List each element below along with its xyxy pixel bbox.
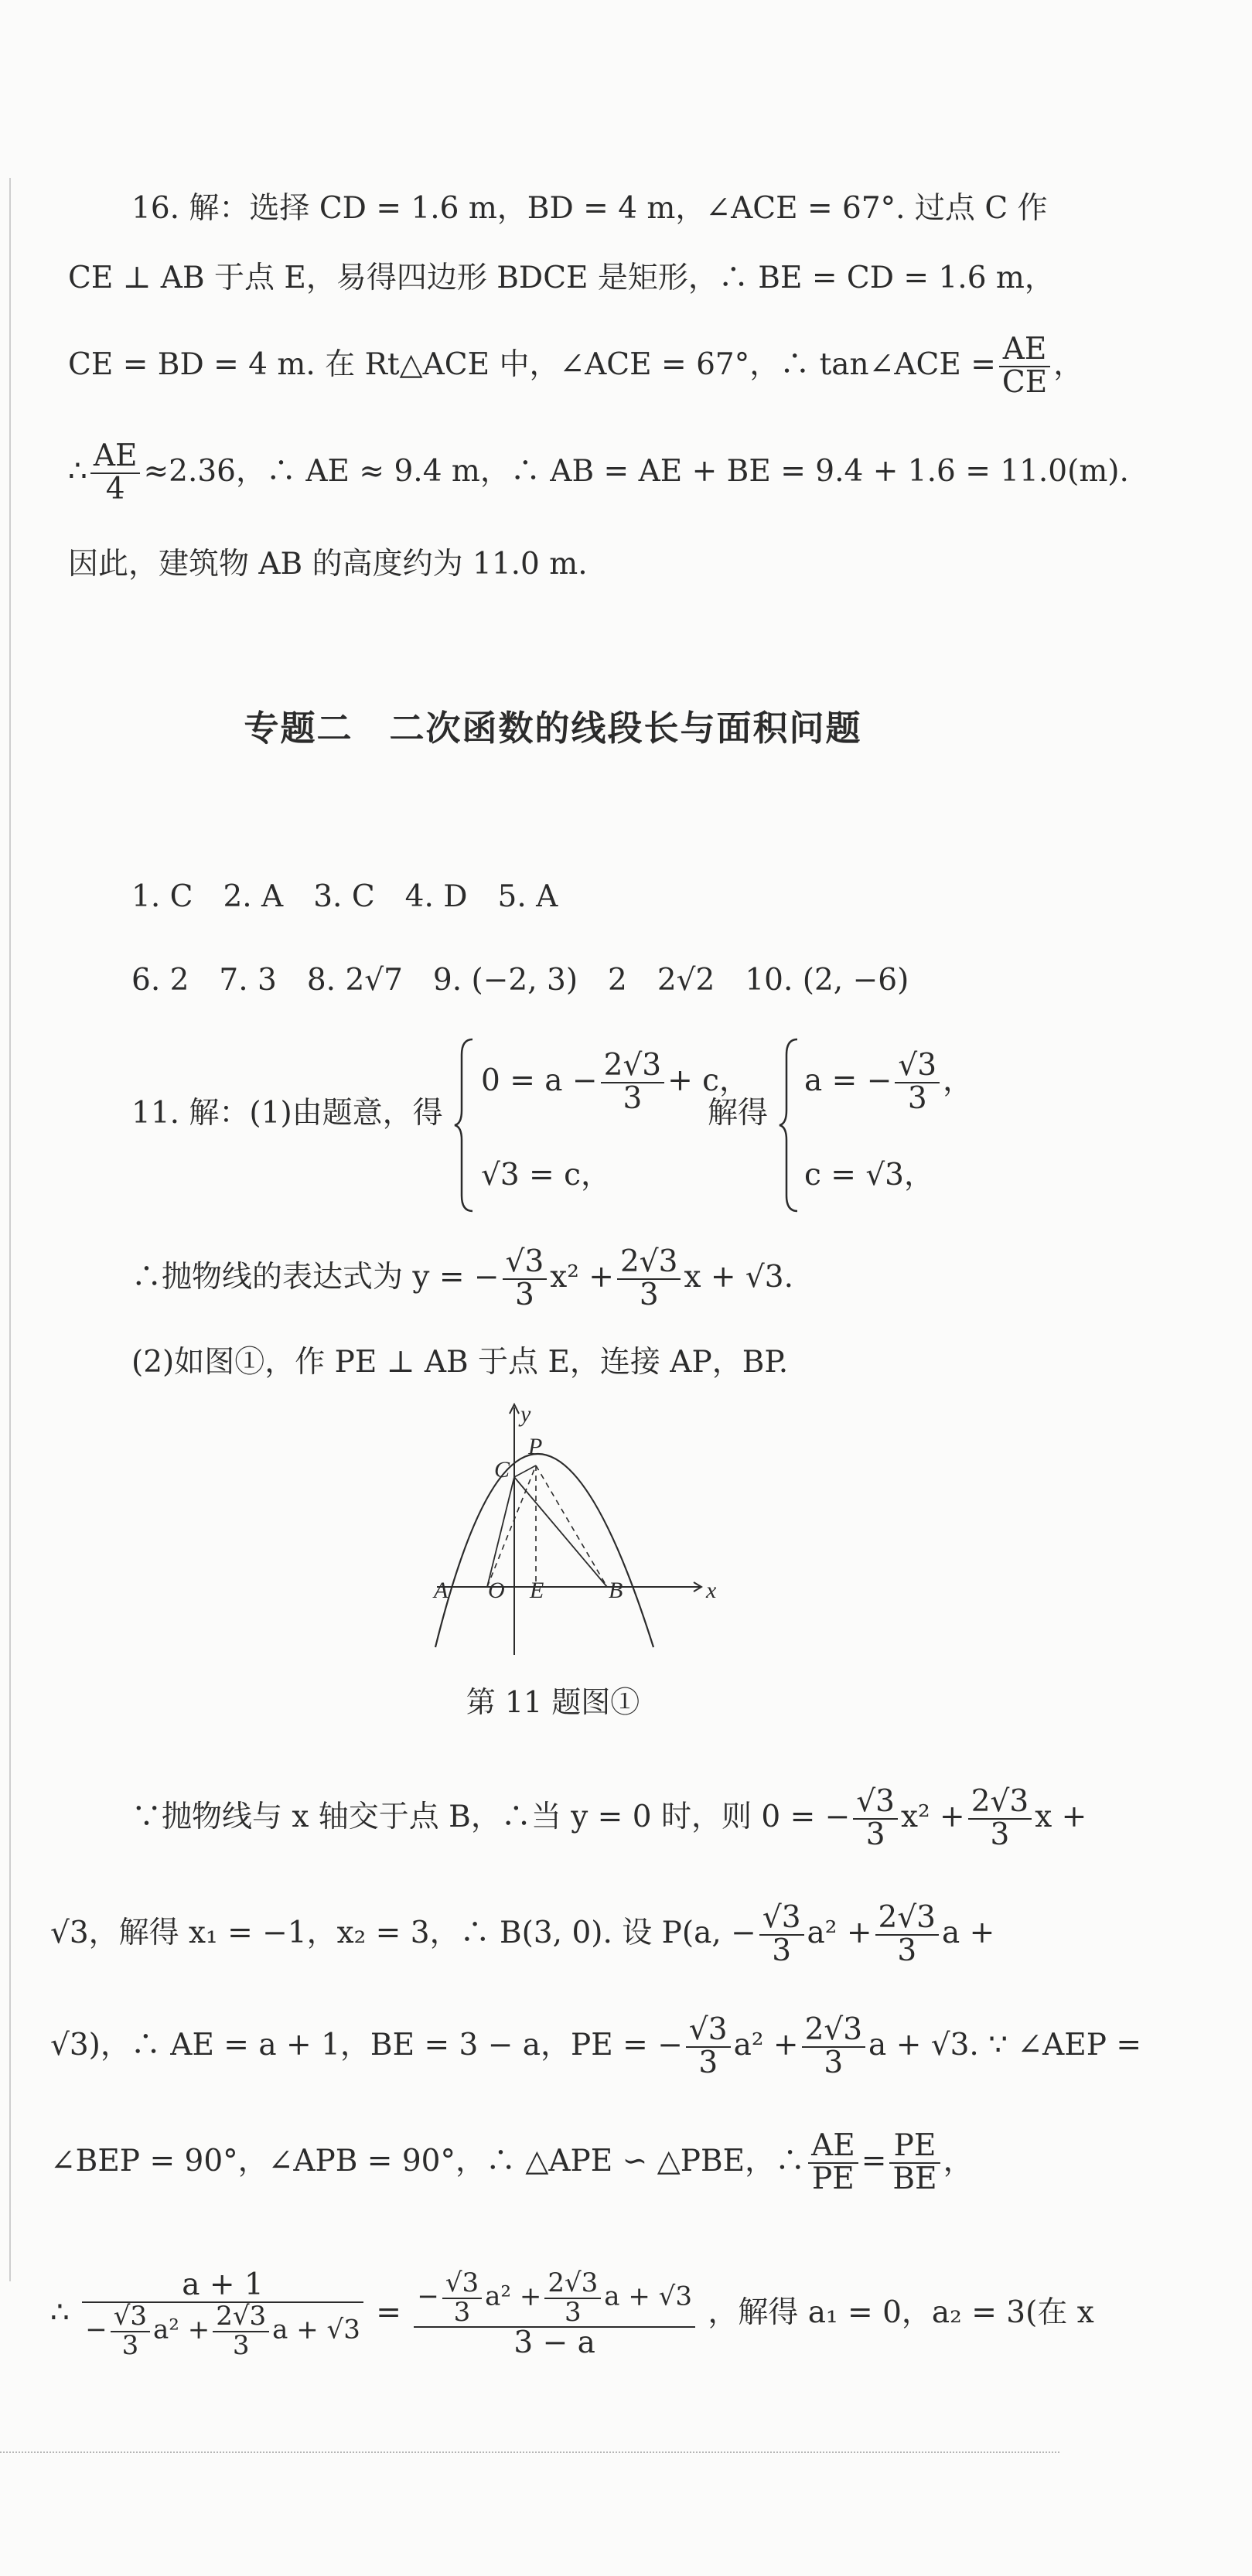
derivation-line1: ∵抛物线与 x 轴交于点 B，∴当 y = 0 时，则 0 = − $\frac{√3}{3}$ x² + $\frac{2√3}{3}$ x + <box>131 1784 1087 1852</box>
answers-row2: 6. 2 7. 3 8. 2√7 9. (−2, 3) 2 2√2 10. (2, −6) <box>131 963 909 998</box>
solution16-line3: CE = BD = 4 m. 在 Rt△ACE 中，∠ACE = 67°，∴ tan∠ACE = $\frac{AE}{CE}$ ， <box>68 332 1084 400</box>
label-x: x <box>706 1578 717 1603</box>
derivation-line3: √3)，∴ AE = a + 1，BE = 3 − a，PE = − $\frac{√3}{3}$ a² + $\frac{2√3}{3}$ a + √3. ∵ ∠AEP = <box>50 2012 1142 2080</box>
sys1-eq2: √3 = c， <box>481 1158 611 1192</box>
page-edge-line <box>9 178 11 2281</box>
section-title: 专题二 二次函数的线段长与面积问题 <box>244 708 862 749</box>
line-PB <box>536 1465 607 1587</box>
left-brace-1 <box>452 1036 476 1214</box>
solve-label: 解得 <box>708 1096 769 1131</box>
derivation-line2: √3，解得 x₁ = −1，x₂ = 3，∴ B(3, 0). 设 P(a, − $\frac{√3}{3}$ a² + $\frac{2√3}{3}$ a + <box>50 1900 995 1968</box>
label-y: y <box>520 1401 531 1427</box>
label-E: E <box>530 1578 544 1603</box>
solution16-line5: 因此，建筑物 AB 的高度约为 11.0 m. <box>68 547 588 582</box>
solution16-line4: ∴ $\frac{AE}{4}$ ≈2.36，∴ AE ≈ 9.4 m，∴ AB = AE + BE = 9.4 + 1.6 = 11.0(m). <box>68 438 1129 507</box>
q11-intro: 11. 解：(1)由题意，得 <box>131 1096 443 1131</box>
label-O: O <box>488 1578 505 1603</box>
right-big-fraction: − $\frac{√3}{3}$ a² + $\frac{2√3}{3}$ a + √3 3 − a <box>414 2270 695 2359</box>
left-brace-2 <box>777 1036 800 1214</box>
line-AP <box>487 1465 536 1587</box>
figure-caption: 第 11 题图① <box>466 1685 640 1719</box>
label-C: C <box>494 1457 510 1482</box>
sys2-eq1: a = − $\frac{√3}{3}$ ， <box>804 1048 974 1116</box>
label-B: B <box>609 1578 623 1603</box>
left-big-fraction: a + 1 − $\frac{√3}{3}$ a² + $\frac{2√3}{3}$ a + √3 <box>82 2270 363 2359</box>
line-CB <box>514 1477 607 1587</box>
derivation-line5: ∴ a + 1 − $\frac{√3}{3}$ a² + $\frac{2√3}{3}$ a + √3 = − $\frac{√3}{3}$ a² + $\frac{2√3}{3}$ a + √3 3 − a ，解得 a₁ = 0，a₂ = 3(在 x <box>50 2267 1094 2361</box>
parabola-expression: ∴抛物线的表达式为 y = − $\frac{√3}{3}$ x² + $\frac{2√3}{3}$ x + √3. <box>131 1244 793 1312</box>
derivation-line4: ∠BEP = 90°，∠APB = 90°，∴ △APE ∽ △PBE，∴ $\frac{AE}{PE}$ = $\frac{PE}{BE}$ ， <box>50 2128 974 2196</box>
solution16-line1: 16. 解：选择 CD = 1.6 m，BD = 4 m，∠ACE = 67°. 过点 C 作 <box>131 191 1048 226</box>
q11-part2: (2)如图①，作 PE ⊥ AB 于点 E，连接 AP，BP. <box>131 1345 789 1380</box>
bottom-dotted-divider <box>0 2451 1059 2453</box>
label-A: A <box>434 1578 449 1603</box>
label-P: P <box>528 1434 543 1459</box>
sys1-eq1: 0 = a − $\frac{2√3}{3}$ + c， <box>481 1048 750 1116</box>
line-AC <box>487 1477 514 1587</box>
figure-11 <box>421 1400 723 1663</box>
parabola-curve <box>435 1454 653 1647</box>
sys2-eq2: c = √3， <box>804 1158 934 1192</box>
line-CP <box>514 1465 536 1477</box>
solution16-line2: CE ⊥ AB 于点 E，易得四边形 BDCE 是矩形，∴ BE = CD = 1.6 m， <box>68 261 1055 295</box>
answers-row1: 1. C 2. A 3. C 4. D 5. A <box>131 879 558 914</box>
